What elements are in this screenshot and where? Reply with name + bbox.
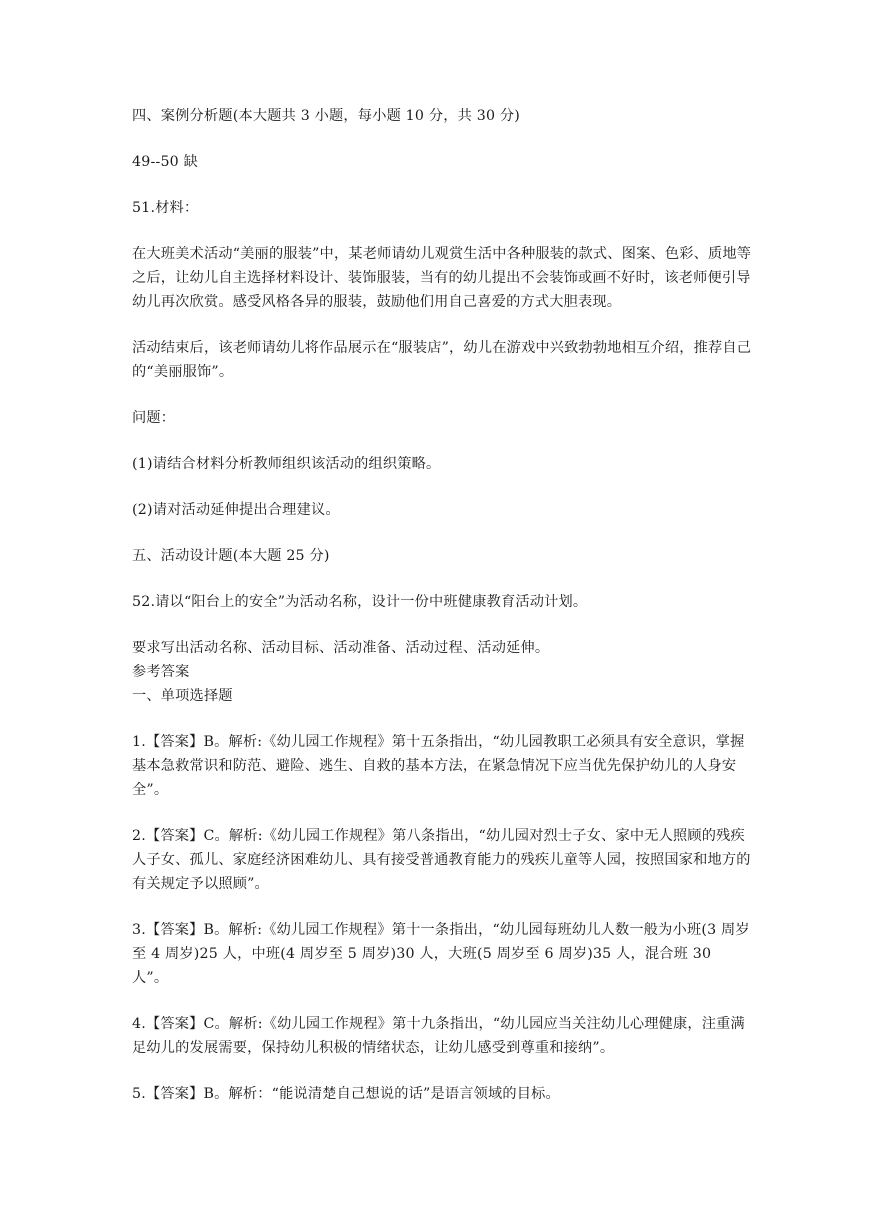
question-51-label: 51.材料： [132,200,199,216]
answers-title: 参考答案 [132,664,190,680]
question-51-subquestion-1: (1)请结合材料分析教师组织该活动的组织策略。 [132,456,441,472]
question-52-prompt: 52.请以“阳台上的安全”为活动名称，设计一份中班健康教育活动计划。 [132,594,588,610]
answers-section-1-heading: 一、单项选择题 [132,688,233,704]
section-4-heading: 四、案例分析题(本大题共 3 小题，每小题 10 分，共 30 分) [132,108,521,124]
answer-item-2: 2.【答案】C。解析:《幼儿园工作规程》第八条指出，“幼儿园对烈士子女、家中无人照顾的残疾人子女、孤儿、家庭经济困难幼儿、具有接受普通教育能力的残疾儿童等人园，按照国家和地方的有关规定予以照顾”。 [132,828,751,892]
answer-item-5: 5.【答案】B。解析：“能说清楚自己想说的话”是语言领域的目标。 [132,1086,560,1102]
answer-item-1: 1.【答案】B。解析:《幼儿园工作规程》第十五条指出，“幼儿园教职工必须具有安全意识，掌握基本急救常识和防范、避险、逃生、自救的基本方法，在紧急情况下应当优先保护幼儿的人身安全”。 [132,734,745,798]
question-51-subquestion-2: (2)请对活动延伸提出合理建议。 [132,502,340,518]
question-51-material-paragraph-2: 活动结束后，该老师请幼儿将作品展示在“服装店”，幼儿在游戏中兴致勃勃地相互介绍，推荐自己的“美丽服饰”。 [132,340,752,380]
missing-questions-note: 49--50 缺 [132,154,198,170]
question-51-material-paragraph-1: 在大班美术活动“美丽的服装”中，某老师请幼儿观赏生活中各种服装的款式、图案、色彩、质地等之后，让幼儿自主选择材料设计、装饰服装，当有的幼儿提出不会装饰或画不好时，该老师便引导幼儿再次欣赏。感受风格各异的服装，鼓励他们用自己喜爱的方式大胆表现。 [132,246,752,310]
document-page [132,104,752,1128]
section-5-heading: 五、活动设计题(本大题 25 分) [132,548,330,564]
question-52-requirements: 要求写出活动名称、活动目标、活动准备、活动过程、活动延伸。 [132,640,550,656]
answer-item-4: 4.【答案】C。解析:《幼儿园工作规程》第十九条指出，“幼儿园应当关注幼儿心理健康，注重满足幼儿的发展需要，保持幼儿积极的情绪状态，让幼儿感受到尊重和接纳”。 [132,1016,745,1056]
question-51-question-label: 问题： [132,410,176,426]
answer-item-3: 3.【答案】B。解析:《幼儿园工作规程》第十一条指出，“幼儿园每班幼儿人数一般为小班(3 周岁至 4 周岁)25 人，中班(4 周岁至 5 周岁)30 人，大班(5 周岁至 6 周岁)35 人，混合班 30 人”。 [132,922,750,986]
